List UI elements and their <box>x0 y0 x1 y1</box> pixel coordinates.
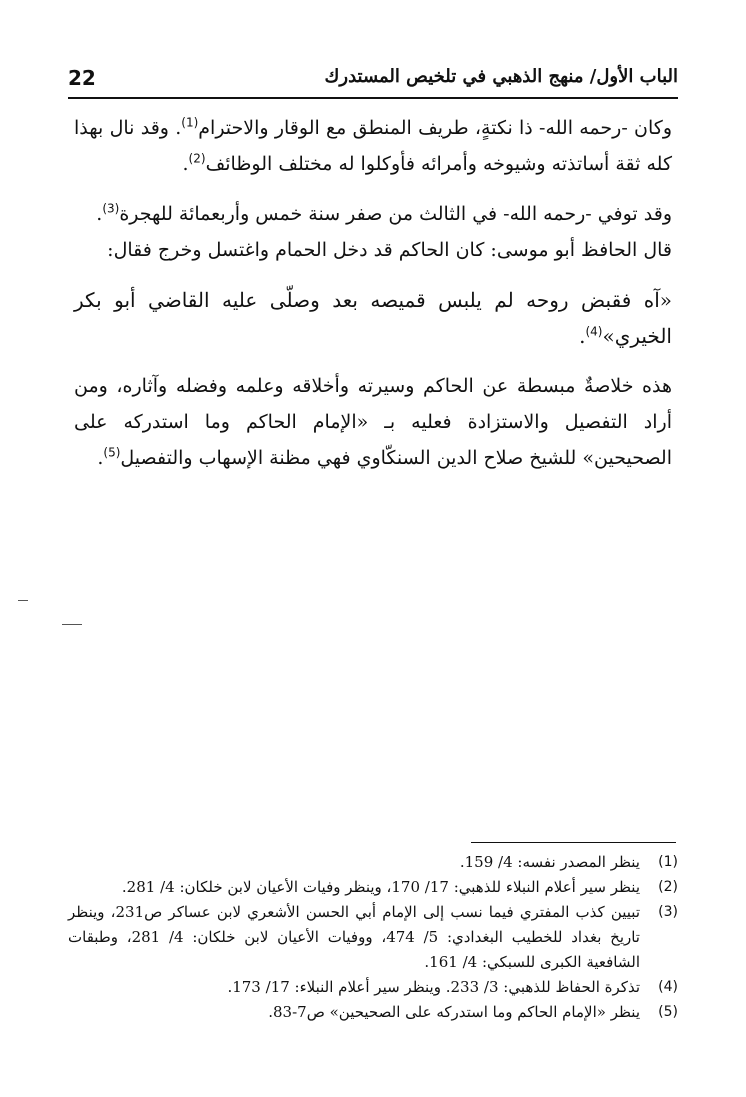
running-header <box>68 66 678 96</box>
footnote-item <box>68 975 678 1000</box>
paragraph-2 <box>74 196 672 232</box>
footnote-text: ينظر «الإمام الحاكم وما استدركه على الصحيحين» ص7-83. <box>268 1003 640 1021</box>
paragraph-1 <box>74 110 672 182</box>
paragraph-5-text-b: . <box>97 447 104 469</box>
footnote-text: تبيين كذب المفتري فيما نسب إلى الإمام أبي الحسن الأشعري لابن عساكر ص231، وينظر تاريخ بغداد للخطيب البغدادي: 5/ 474، ووفيات الأعيان لابن خلكان: 4/ 281، وطبقات الشافعية الكبرى للسبكي: 4/ 161. <box>68 903 640 971</box>
footnote-item <box>68 850 678 875</box>
footnote-number: (2) <box>658 879 678 895</box>
paragraph-2-text-a: وقد توفي -رحمه الله- في الثالث من صفر سنة خمس وأربعمائة للهجرة <box>119 203 672 225</box>
footnote-item <box>68 900 678 975</box>
quotation-text: «آه فقبض روحه لم يلبس قميصه بعد وصلّى عليه القاضي أبو بكر الخيري» <box>74 288 672 348</box>
footnotes <box>68 850 678 1025</box>
paragraph-1-text-a: وكان -رحمه الله- ذا نكتةٍ، طريف المنطق مع الوقار والاحترام <box>198 117 672 139</box>
footnote-text: تذكرة الحفاظ للذهبي: 3/ 233. وينظر سير أعلام النبلاء: 17/ 173. <box>227 978 640 996</box>
footnote-number: (3) <box>658 904 678 920</box>
scan-speck <box>18 600 28 601</box>
footnote-text: ينظر سير أعلام النبلاء للذهبي: 17/ 170، وينظر وفيات الأعيان لابن خلكان: 4/ 281. <box>121 878 640 896</box>
paragraph-3: قال الحافظ أبو موسى: كان الحاكم قد دخل الحمام واغتسل وخرج فقال: <box>107 239 672 261</box>
paragraph-1-text-c: . <box>182 153 189 175</box>
footnote-number: (1) <box>658 854 678 870</box>
quotation-text-end: . <box>579 324 586 348</box>
footnote-item <box>68 875 678 900</box>
page-number: 22 <box>68 66 96 90</box>
footnote-ref-1[interactable]: (1) <box>181 115 199 130</box>
footnote-ref-4[interactable]: (4) <box>585 324 603 339</box>
footnote-ref-2[interactable]: (2) <box>188 151 206 166</box>
scan-speck <box>62 624 82 625</box>
chapter-title: الباب الأول/ منهج الذهبي في تلخيص المستدرك <box>324 66 678 87</box>
main-text <box>74 110 672 490</box>
footnote-number: (5) <box>658 1004 678 1020</box>
footnote-text: ينظر المصدر نفسه: 4/ 159. <box>459 853 640 871</box>
footnote-ref-3[interactable]: (3) <box>102 201 120 216</box>
paragraph-5-text-a: هذه خلاصةٌ مبسطة عن الحاكم وسيرته وأخلاقه وعلمه وفضله وآثاره، ومن أراد التفصيل والاستزادة فعليه بـ «الإمام الحاكم وما استدركه على الصحيحين» للشيخ صلاح الدين السنكّاوي فهي مظنة الإسهاب والتفصيل <box>74 375 672 469</box>
footnote-ref-5[interactable]: (5) <box>103 445 121 460</box>
header-rule <box>68 97 678 99</box>
paragraph-5 <box>74 368 672 476</box>
paragraph-2-text-b: . <box>96 203 103 225</box>
footnote-number: (4) <box>658 979 678 995</box>
quotation-paragraph <box>74 282 672 354</box>
paragraph-1-text-b: . وقد نال بهذا كله ثقة أساتذته وشيوخه وأمرائه فأوكلوا له مختلف الوظائف <box>74 117 672 175</box>
footnote-separator <box>471 842 676 843</box>
footnote-item <box>68 1000 678 1025</box>
